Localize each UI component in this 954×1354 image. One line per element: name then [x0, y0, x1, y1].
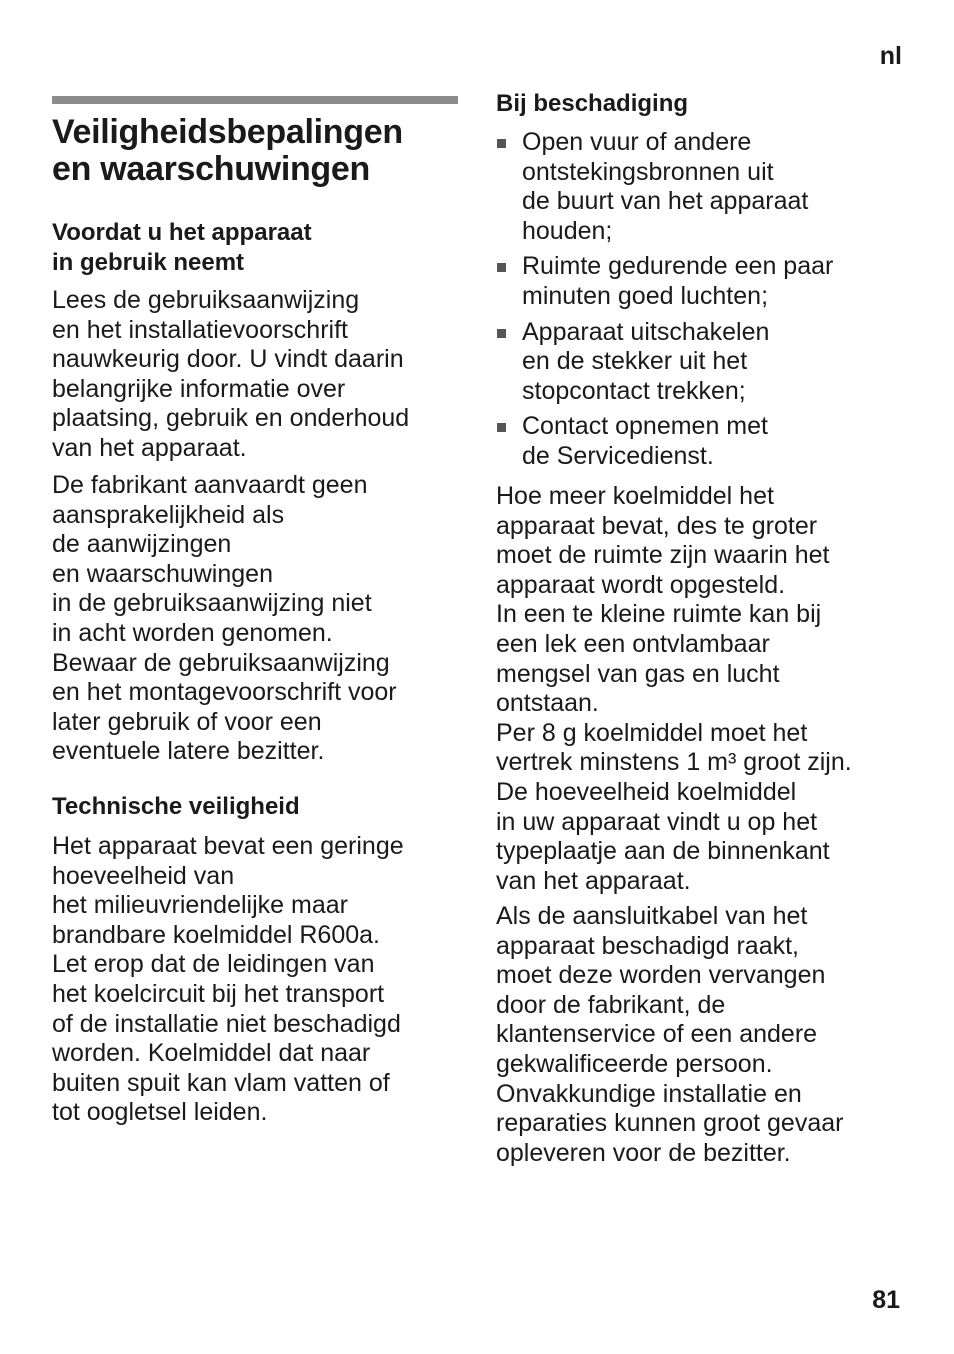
heading-in-case-of-damage: Bij beschadiging — [496, 90, 689, 117]
list-item-text: Contact opnemen met de Servicedienst. — [522, 412, 768, 470]
paragraph-refrigerant: Het apparaat bevat een geringe hoeveelheid van het milieuvriendelijke maar brandbare koelmiddel R600a. Let erop dat de leidingen van het koelcircuit bij het transport of de installatie niet beschadigd worden. Koelmiddel dat naar buiten spuit kan vlam vatten of tot oogletsel leiden. — [52, 832, 404, 1127]
list-item — [496, 318, 833, 407]
paragraph-manufacturer-liability: De fabrikant aanvaardt geen aansprakelijkheid als de aanwijzingen en waarschuwingen in de gebruiksaanwijzing niet in acht worden genomen. Bewaar de gebruiksaanwijzing en het montagevoorschrift voor later gebruik of voor een eventuele latere bezitter. — [52, 471, 397, 766]
paragraph-read-instructions: Lees de gebruiksaanwijzing en het installatievoorschrift nauwkeurig door. U vindt daarin belangrijke informatie over plaatsing, gebruik en onderhoud van het apparaat. — [52, 286, 410, 462]
list-item — [496, 128, 833, 246]
list-item-text: Apparaat uitschakelen en de stekker uit het stopcontact trekken; — [522, 317, 770, 405]
section-rule — [52, 96, 458, 104]
bullet-square-icon — [497, 329, 506, 338]
list-item-text: Ruimte gedurende een paar minuten goed luchten; — [522, 252, 834, 310]
list-item — [496, 252, 833, 311]
list-item-text: Open vuur of andere ontstekingsbronnen uit de buurt van het apparaat houden; — [522, 128, 809, 245]
bullet-square-icon — [497, 263, 506, 272]
language-code: nl — [879, 42, 902, 70]
bullet-square-icon — [497, 423, 506, 432]
page-number: 81 — [872, 1286, 900, 1314]
damage-steps-list — [496, 128, 833, 478]
paragraph-room-size: Hoe meer koelmiddel het apparaat bevat, des te groter moet de ruimte zijn waarin het apparaat wordt opgesteld. In een te kleine ruimte kan bij een lek een ontvlambaar mengsel van gas en lucht ontstaan. Per 8 g koelmiddel moet het vertrek minstens 1 m³ groot zijn. De hoeveelheid koelmiddel in uw apparaat vindt u op het typeplaatje aan de binnenkant van het apparaat. — [496, 482, 852, 895]
heading-technical-safety: Technische veiligheid — [52, 793, 300, 820]
list-item — [496, 412, 833, 471]
page-title: Veiligheidsbepalingen en waarschuwingen — [52, 113, 403, 188]
heading-before-use: Voordat u het apparaat in gebruik neemt — [52, 219, 312, 276]
bullet-square-icon — [497, 139, 506, 148]
paragraph-power-cable: Als de aansluitkabel van het apparaat beschadigd raakt, moet deze worden vervangen door de fabrikant, de klantenservice of een andere gekwalificeerde persoon. Onvakkundige installatie en reparaties kunnen groot gevaar opleveren voor de bezitter. — [496, 902, 844, 1167]
